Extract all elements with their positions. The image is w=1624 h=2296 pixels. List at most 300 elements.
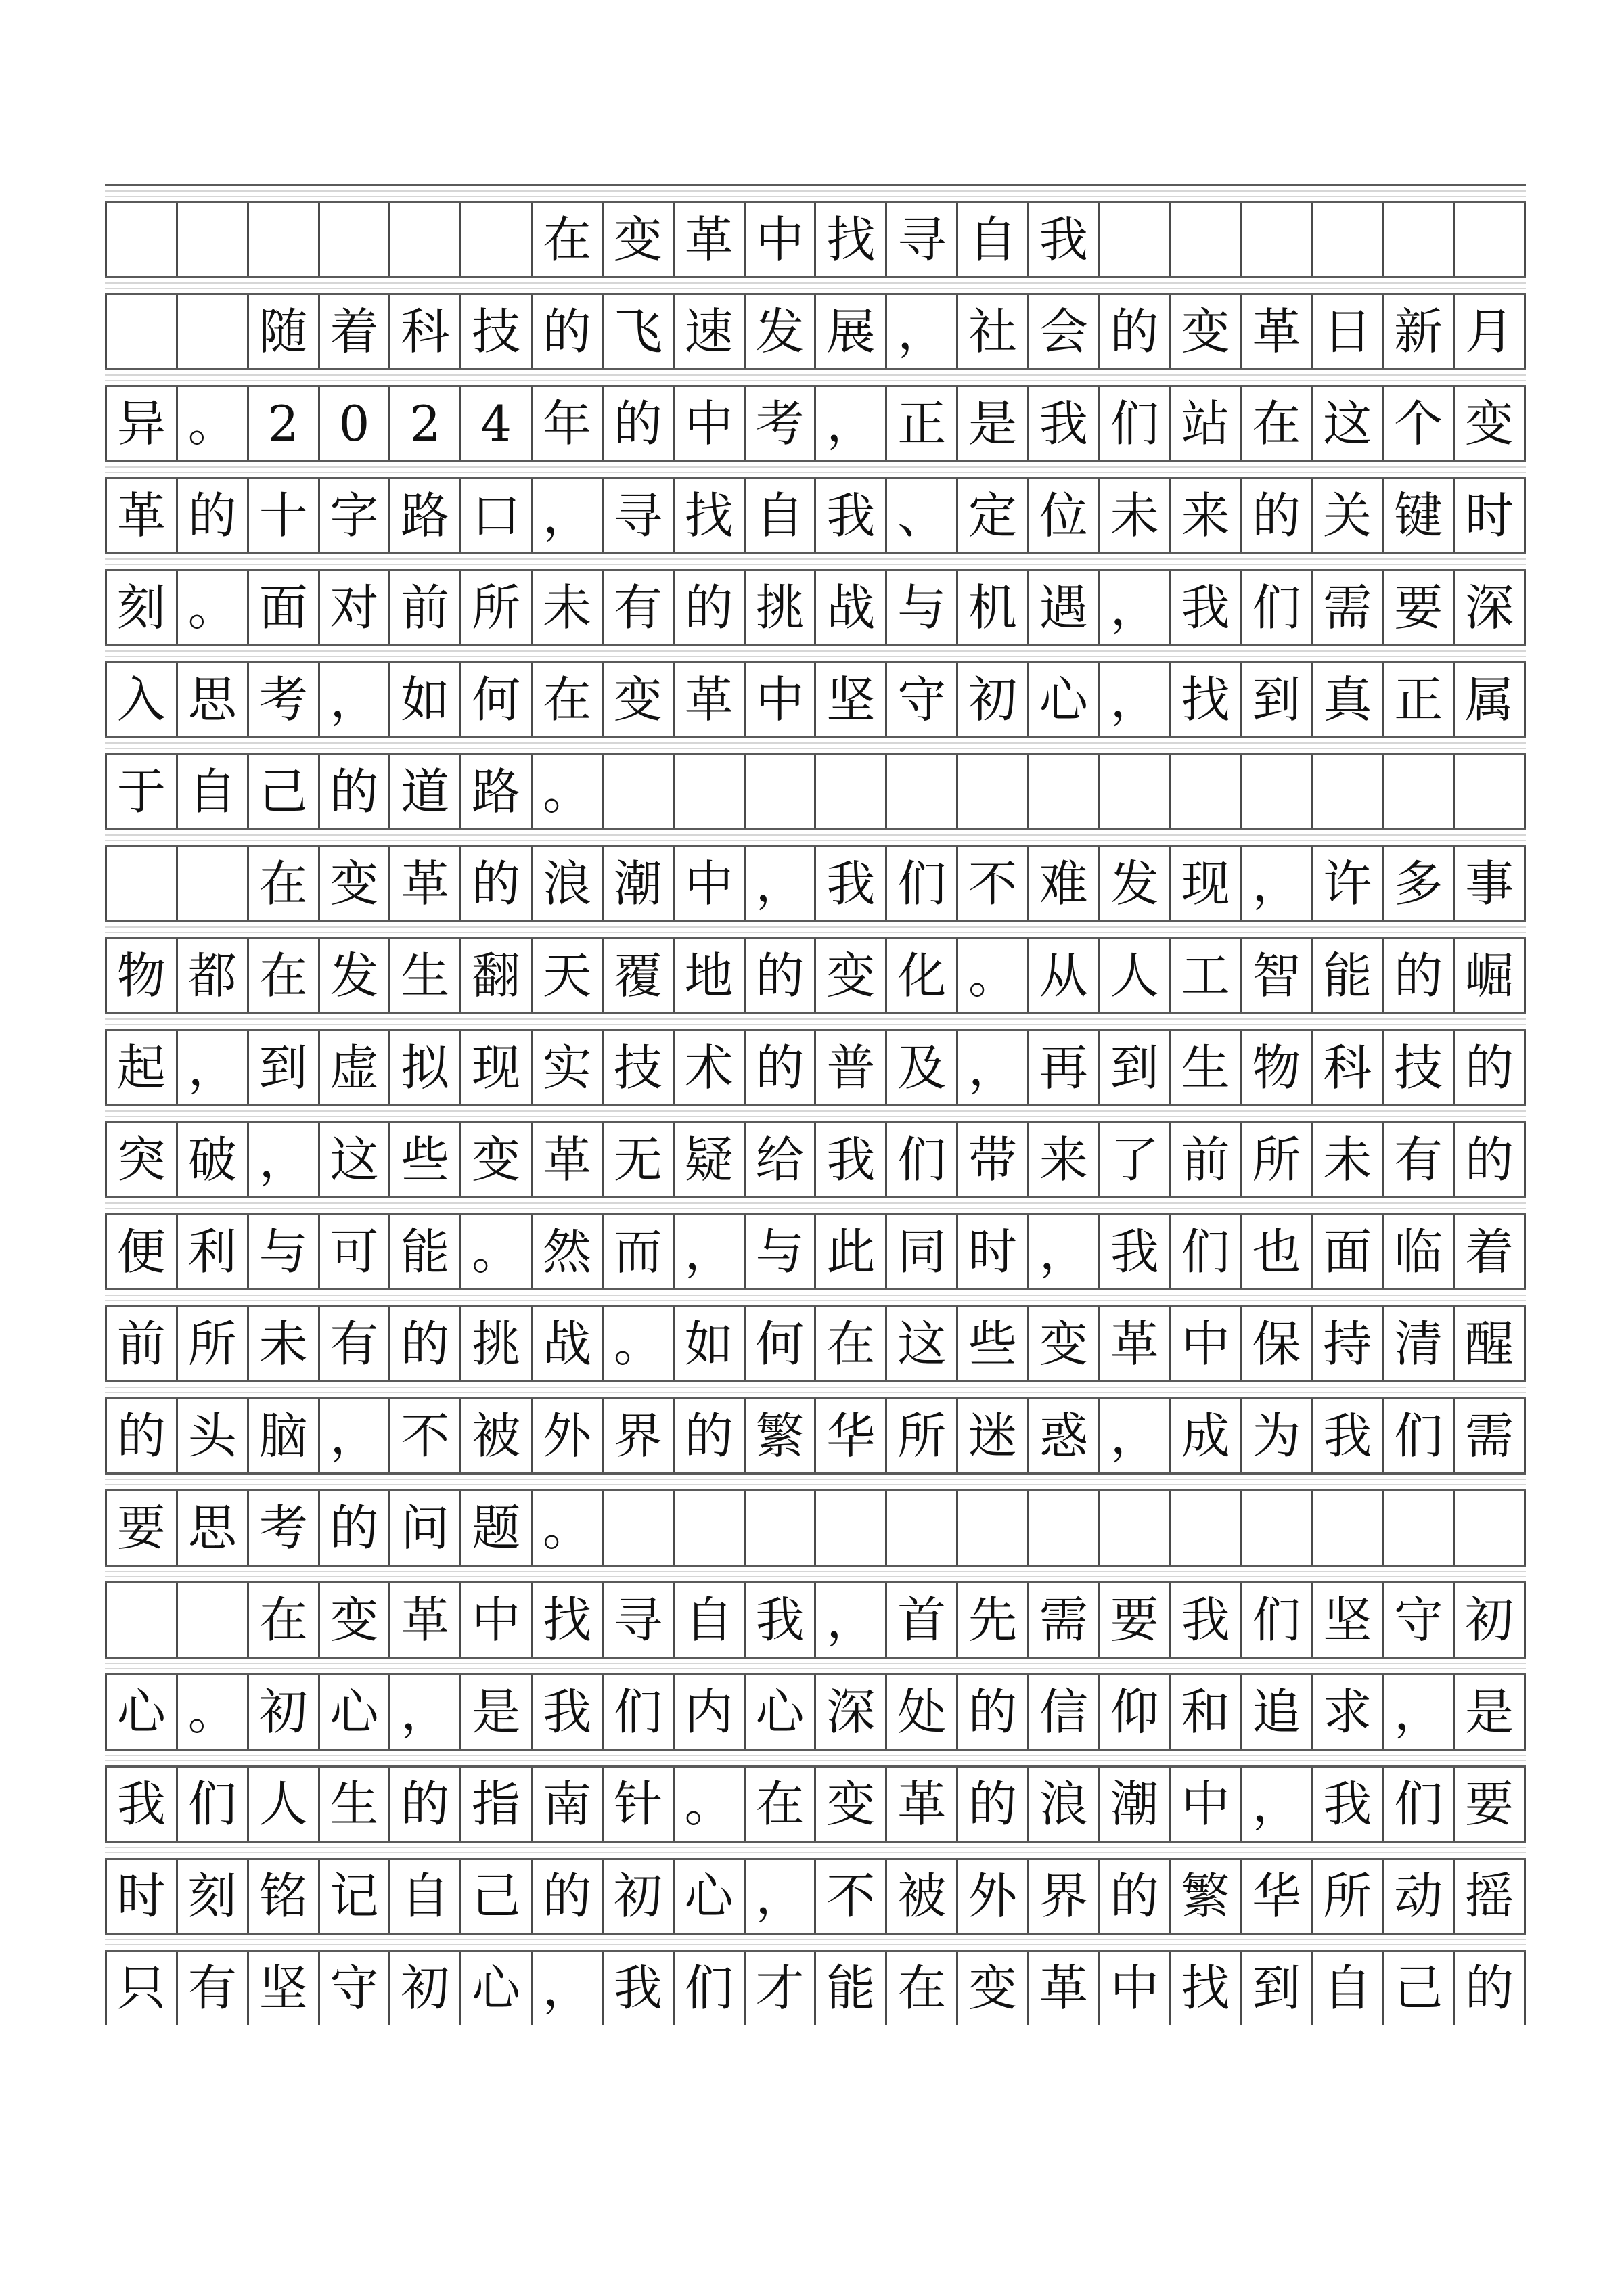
grid-cell: 生 — [1171, 1031, 1242, 1104]
grid-cell: 虚 — [320, 1031, 391, 1104]
grid-cell: 自 — [675, 1583, 746, 1657]
grid-cell: 思 — [178, 1491, 249, 1565]
grid-cell: 突 — [107, 1123, 178, 1196]
grid-cell: 铭 — [249, 1860, 320, 1933]
grid-cell: 要 — [1100, 1583, 1171, 1657]
grid-cell: ， — [533, 1952, 604, 2025]
grid-cell: 革 — [675, 663, 746, 736]
grid-cell: 来 — [1171, 479, 1242, 552]
grid-cell: 了 — [1100, 1123, 1171, 1196]
grid-cell: 革 — [390, 847, 461, 920]
grid-cell: 中 — [461, 1583, 533, 1657]
grid-cell: 在 — [816, 1307, 887, 1380]
grid-cell: 的 — [390, 1768, 461, 1841]
grid-cell: 变 — [1455, 387, 1526, 460]
grid-cell: 挑 — [746, 571, 817, 644]
grid-cell: 寻 — [604, 1583, 675, 1657]
row-separator — [105, 644, 1526, 663]
grid-cell: ， — [1029, 1215, 1100, 1288]
grid-cell: 于 — [107, 755, 178, 828]
grid-cell: 有 — [604, 571, 675, 644]
grid-cell — [249, 203, 320, 276]
grid-cell: 如 — [390, 663, 461, 736]
grid-cell: 与 — [746, 1215, 817, 1288]
grid-cell: 化 — [887, 939, 958, 1012]
grid-cell: 外 — [958, 1860, 1029, 1933]
grid-cell — [746, 755, 817, 828]
grid-cell — [107, 295, 178, 368]
grid-cell: 覆 — [604, 939, 675, 1012]
grid-cell: 日 — [1313, 295, 1384, 368]
grid-cell: 年 — [533, 387, 604, 460]
grid-cell: 到 — [1242, 663, 1313, 736]
grid-cell: ， — [675, 1215, 746, 1288]
grid-cell: 定 — [958, 479, 1029, 552]
grid-cell: 变 — [320, 1583, 391, 1657]
grid-cell: ， — [320, 663, 391, 736]
grid-cell: 不 — [958, 847, 1029, 920]
grid-cell: 再 — [1029, 1031, 1100, 1104]
grid-cell — [1029, 1491, 1100, 1565]
grid-cell: 在 — [1242, 387, 1313, 460]
grid-cell: 。 — [675, 1768, 746, 1841]
grid-cell: 思 — [178, 663, 249, 736]
grid-cell: ， — [533, 479, 604, 552]
grid-cell: 便 — [107, 1215, 178, 1288]
grid-cell: 在 — [746, 1768, 817, 1841]
grid-cell: 会 — [1029, 295, 1100, 368]
grid-cell: 我 — [746, 1583, 817, 1657]
text-row — [105, 295, 1526, 368]
grid-cell: 何 — [746, 1307, 817, 1380]
grid-cell: 变 — [461, 1123, 533, 1196]
grid-cell: 无 — [604, 1123, 675, 1196]
grid-cell: 是 — [461, 1675, 533, 1749]
grid-cell: 前 — [390, 571, 461, 644]
text-row — [105, 1768, 1526, 1841]
grid-cell: 中 — [1100, 1952, 1171, 2025]
grid-cell: 我 — [533, 1675, 604, 1749]
grid-cell: 找 — [533, 1583, 604, 1657]
grid-cell — [1100, 203, 1171, 276]
grid-cell — [675, 1491, 746, 1565]
grid-cell: 要 — [107, 1491, 178, 1565]
grid-cell: 十 — [249, 479, 320, 552]
grid-cell: 智 — [1242, 939, 1313, 1012]
grid-cell: 此 — [816, 1215, 887, 1288]
grid-cell — [178, 295, 249, 368]
grid-cell: 的 — [1100, 295, 1171, 368]
grid-cell — [604, 1491, 675, 1565]
grid-cell: 我 — [816, 1123, 887, 1196]
grid-cell: 所 — [1242, 1123, 1313, 1196]
text-row — [105, 387, 1526, 460]
grid-cell: 中 — [746, 663, 817, 736]
grid-cell: 来 — [1029, 1123, 1100, 1196]
grid-cell: 浪 — [533, 847, 604, 920]
text-row — [105, 755, 1526, 828]
grid-cell: 我 — [107, 1768, 178, 1841]
grid-cell: 己 — [1384, 1952, 1455, 2025]
grid-cell: 我 — [816, 847, 887, 920]
grid-cell: 变 — [604, 663, 675, 736]
grid-cell: 在 — [533, 663, 604, 736]
grid-cell: 心 — [1029, 663, 1100, 736]
grid-cell: 自 — [958, 203, 1029, 276]
grid-cell: 新 — [1384, 295, 1455, 368]
grid-cell: ， — [1242, 1768, 1313, 1841]
grid-cell — [1100, 755, 1171, 828]
grid-cell: 展 — [816, 295, 887, 368]
grid-cell: 不 — [390, 1399, 461, 1472]
grid-cell: 心 — [461, 1952, 533, 2025]
grid-cell: 刻 — [107, 571, 178, 644]
grid-cell: 的 — [958, 1768, 1029, 1841]
grid-cell: 和 — [1171, 1675, 1242, 1749]
grid-cell: 的 — [461, 847, 533, 920]
grid-cell: ， — [1100, 663, 1171, 736]
grid-cell: 到 — [249, 1031, 320, 1104]
grid-cell: 难 — [1029, 847, 1100, 920]
grid-cell: 与 — [887, 571, 958, 644]
grid-cell: 守 — [887, 663, 958, 736]
grid-cell: 这 — [887, 1307, 958, 1380]
grid-cell: 异 — [107, 387, 178, 460]
grid-cell: 繁 — [746, 1399, 817, 1472]
grid-cell: ， — [746, 847, 817, 920]
grid-cell: 物 — [107, 939, 178, 1012]
grid-cell: 华 — [1242, 1860, 1313, 1933]
grid-cell: 指 — [461, 1768, 533, 1841]
text-row — [105, 479, 1526, 552]
row-separator — [105, 920, 1526, 939]
grid-cell — [1313, 755, 1384, 828]
grid-cell: 。 — [533, 755, 604, 828]
grid-cell: 迷 — [958, 1399, 1029, 1472]
grid-cell: 。 — [958, 939, 1029, 1012]
grid-cell: 面 — [249, 571, 320, 644]
grid-cell: 我 — [1171, 571, 1242, 644]
text-row — [105, 1952, 1526, 2025]
grid-cell: 动 — [1384, 1860, 1455, 1933]
text-row — [105, 939, 1526, 1012]
grid-cell: 找 — [1171, 1952, 1242, 2025]
grid-cell: 的 — [178, 479, 249, 552]
grid-cell: 我 — [1029, 387, 1100, 460]
grid-cell: 被 — [887, 1860, 958, 1933]
row-separator — [105, 1565, 1526, 1583]
grid-cell: 有 — [1384, 1123, 1455, 1196]
grid-cell: 在 — [249, 1583, 320, 1657]
grid-cell: 初 — [604, 1860, 675, 1933]
grid-cell: 。 — [604, 1307, 675, 1380]
grid-cell: 。 — [178, 387, 249, 460]
grid-cell: 的 — [320, 1491, 391, 1565]
grid-cell: 们 — [887, 1123, 958, 1196]
grid-cell: 所 — [887, 1399, 958, 1472]
grid-cell: 给 — [746, 1123, 817, 1196]
grid-cell: 革 — [675, 203, 746, 276]
grid-cell: 如 — [675, 1307, 746, 1380]
grid-cell: 刻 — [178, 1860, 249, 1933]
grid-cell: 题 — [461, 1491, 533, 1565]
grid-cell: 关 — [1313, 479, 1384, 552]
grid-cell: 持 — [1313, 1307, 1384, 1380]
grid-cell: 时 — [107, 1860, 178, 1933]
grid-cell: 的 — [320, 755, 391, 828]
grid-cell: 被 — [461, 1399, 533, 1472]
row-separator — [105, 1288, 1526, 1307]
row-separator — [105, 828, 1526, 847]
text-row — [105, 1399, 1526, 1472]
grid-cell — [1242, 1491, 1313, 1565]
row-separator — [105, 736, 1526, 755]
grid-cell: 2 — [249, 387, 320, 460]
grid-cell: 遇 — [1029, 571, 1100, 644]
grid-cell: 初 — [1455, 1583, 1526, 1657]
grid-cell: 我 — [1171, 1583, 1242, 1657]
grid-cell: 技 — [1384, 1031, 1455, 1104]
grid-cell: 属 — [1455, 663, 1526, 736]
grid-cell — [1100, 1491, 1171, 1565]
grid-cell: 们 — [604, 1675, 675, 1749]
grid-cell: 心 — [675, 1860, 746, 1933]
grid-cell: 入 — [107, 663, 178, 736]
grid-cell: 自 — [746, 479, 817, 552]
grid-cell: ， — [390, 1675, 461, 1749]
grid-cell: 字 — [320, 479, 391, 552]
grid-cell: 未 — [1100, 479, 1171, 552]
grid-cell: 们 — [1384, 1768, 1455, 1841]
grid-cell: 都 — [178, 939, 249, 1012]
grid-cell: 仰 — [1100, 1675, 1171, 1749]
grid-cell: 需 — [1455, 1399, 1526, 1472]
grid-cell: 不 — [816, 1860, 887, 1933]
grid-cell — [1455, 203, 1526, 276]
grid-cell: 变 — [816, 939, 887, 1012]
grid-cell: 。 — [178, 1675, 249, 1749]
grid-cell: 革 — [1029, 1952, 1100, 2025]
grid-cell: 针 — [604, 1768, 675, 1841]
grid-cell: 发 — [320, 939, 391, 1012]
grid-cell: 战 — [533, 1307, 604, 1380]
grid-cell: 深 — [1455, 571, 1526, 644]
grid-cell: 然 — [533, 1215, 604, 1288]
grid-cell: 变 — [604, 203, 675, 276]
grid-cell: 变 — [1171, 295, 1242, 368]
grid-cell: 临 — [1384, 1215, 1455, 1288]
grid-cell: 自 — [178, 755, 249, 828]
grid-cell: 真 — [1313, 663, 1384, 736]
text-row — [105, 571, 1526, 644]
grid-cell: 惑 — [1029, 1399, 1100, 1472]
grid-cell: 变 — [320, 847, 391, 920]
grid-cell: 生 — [320, 1768, 391, 1841]
grid-cell: 需 — [1029, 1583, 1100, 1657]
grid-cell: 繁 — [1171, 1860, 1242, 1933]
grid-cell: 界 — [604, 1399, 675, 1472]
grid-cell: ， — [746, 1860, 817, 1933]
grid-cell: 我 — [1100, 1215, 1171, 1288]
grid-cell: 革 — [1100, 1307, 1171, 1380]
grid-cell: 这 — [1313, 387, 1384, 460]
grid-cell: ， — [1242, 847, 1313, 920]
grid-cell: 们 — [1100, 387, 1171, 460]
text-row — [105, 1583, 1526, 1657]
grid-cell: 自 — [1313, 1952, 1384, 2025]
grid-cell — [887, 755, 958, 828]
grid-cell: 是 — [1455, 1675, 1526, 1749]
grid-cell: 心 — [107, 1675, 178, 1749]
grid-cell: 许 — [1313, 847, 1384, 920]
grid-cell — [178, 1583, 249, 1657]
grid-cell: 首 — [887, 1583, 958, 1657]
row-separator — [105, 460, 1526, 479]
grid-cell: 的 — [604, 387, 675, 460]
grid-cell: 口 — [461, 479, 533, 552]
grid-cell: 与 — [249, 1215, 320, 1288]
grid-cell: 的 — [958, 1675, 1029, 1749]
grid-cell: 人 — [249, 1768, 320, 1841]
row-separator — [105, 1012, 1526, 1031]
grid-cell: 何 — [461, 663, 533, 736]
grid-cell: 我 — [1313, 1399, 1384, 1472]
essay-grid-sheet — [105, 184, 1526, 2057]
grid-cell: 为 — [1242, 1399, 1313, 1472]
grid-cell: 地 — [675, 939, 746, 1012]
grid-cell: 普 — [816, 1031, 887, 1104]
grid-cell: 我 — [1313, 1768, 1384, 1841]
grid-cell: 前 — [1171, 1123, 1242, 1196]
grid-cell: 问 — [390, 1491, 461, 1565]
grid-cell: 守 — [1384, 1583, 1455, 1657]
grid-cell: 发 — [1100, 847, 1171, 920]
grid-cell: 革 — [887, 1768, 958, 1841]
grid-cell: 可 — [320, 1215, 391, 1288]
grid-cell: 能 — [816, 1952, 887, 2025]
grid-cell: 的 — [1455, 1123, 1526, 1196]
grid-cell: 翻 — [461, 939, 533, 1012]
grid-cell: ， — [887, 295, 958, 368]
title-row — [105, 203, 1526, 276]
grid-cell: 。 — [461, 1215, 533, 1288]
grid-cell: 保 — [1242, 1307, 1313, 1380]
grid-cell: 在 — [249, 847, 320, 920]
grid-cell: 潮 — [604, 847, 675, 920]
grid-cell: 天 — [533, 939, 604, 1012]
grid-cell: 需 — [1313, 571, 1384, 644]
grid-cell: ， — [1384, 1675, 1455, 1749]
grid-cell: 随 — [249, 295, 320, 368]
grid-cell: 着 — [1455, 1215, 1526, 1288]
grid-cell — [1171, 755, 1242, 828]
grid-cell: 道 — [390, 755, 461, 828]
grid-cell: 们 — [1171, 1215, 1242, 1288]
grid-cell: 到 — [1100, 1031, 1171, 1104]
grid-cell — [1455, 755, 1526, 828]
grid-cell — [1029, 755, 1100, 828]
grid-cell: 速 — [675, 295, 746, 368]
grid-cell: ， — [958, 1031, 1029, 1104]
grid-cell: 的 — [675, 1399, 746, 1472]
grid-cell: 我 — [1029, 203, 1100, 276]
grid-cell: 工 — [1171, 939, 1242, 1012]
grid-cell: 现 — [461, 1031, 533, 1104]
grid-cell: 破 — [178, 1123, 249, 1196]
row-separator — [105, 1196, 1526, 1215]
row-separator — [105, 1380, 1526, 1399]
grid-cell: 要 — [1455, 1768, 1526, 1841]
grid-cell: 技 — [604, 1031, 675, 1104]
grid-cell: 正 — [1384, 663, 1455, 736]
grid-cell: 技 — [461, 295, 533, 368]
row-separator — [105, 1933, 1526, 1952]
grid-cell: 找 — [675, 479, 746, 552]
grid-cell: 的 — [1455, 1031, 1526, 1104]
grid-cell — [1242, 755, 1313, 828]
grid-cell: 寻 — [887, 203, 958, 276]
row-separator — [105, 1472, 1526, 1491]
grid-cell: 中 — [746, 203, 817, 276]
grid-cell — [1313, 203, 1384, 276]
grid-cell: 带 — [958, 1123, 1029, 1196]
grid-cell: 这 — [320, 1123, 391, 1196]
grid-cell: 追 — [1242, 1675, 1313, 1749]
grid-cell: 革 — [1242, 295, 1313, 368]
text-row — [105, 1307, 1526, 1380]
text-row — [105, 663, 1526, 736]
grid-cell: 只 — [107, 1952, 178, 2025]
grid-cell: 的 — [533, 295, 604, 368]
grid-cell — [107, 1583, 178, 1657]
grid-cell: ， — [816, 1583, 887, 1657]
grid-cell: 的 — [1242, 479, 1313, 552]
grid-cell: 革 — [107, 479, 178, 552]
grid-cell: 成 — [1171, 1399, 1242, 1472]
grid-cell: 中 — [675, 387, 746, 460]
grid-cell: 位 — [1029, 479, 1100, 552]
row-separator — [105, 1841, 1526, 1860]
grid-cell: 心 — [320, 1675, 391, 1749]
grid-cell: 头 — [178, 1399, 249, 1472]
grid-cell: 我 — [604, 1952, 675, 2025]
grid-cell — [1171, 1491, 1242, 1565]
grid-cell: 而 — [604, 1215, 675, 1288]
grid-cell — [1171, 203, 1242, 276]
grid-cell — [1313, 1491, 1384, 1565]
grid-cell: 所 — [1313, 1860, 1384, 1933]
grid-cell: 能 — [390, 1215, 461, 1288]
grid-cell: 的 — [1100, 1860, 1171, 1933]
grid-cell: 的 — [533, 1860, 604, 1933]
grid-cell: 事 — [1455, 847, 1526, 920]
grid-cell: 键 — [1384, 479, 1455, 552]
grid-cell: 从 — [1029, 939, 1100, 1012]
grid-cell: 0 — [320, 387, 391, 460]
grid-cell — [604, 755, 675, 828]
grid-cell — [1242, 203, 1313, 276]
row-separator — [105, 1657, 1526, 1675]
row-separator — [105, 368, 1526, 387]
grid-cell: 清 — [1384, 1307, 1455, 1380]
grid-cell: 的 — [390, 1307, 461, 1380]
grid-cell: 的 — [107, 1399, 178, 1472]
grid-cell: 记 — [320, 1860, 391, 1933]
grid-cell: 现 — [1171, 847, 1242, 920]
grid-cell: ， — [320, 1399, 391, 1472]
grid-cell: 科 — [1313, 1031, 1384, 1104]
grid-cell: 人 — [1100, 939, 1171, 1012]
